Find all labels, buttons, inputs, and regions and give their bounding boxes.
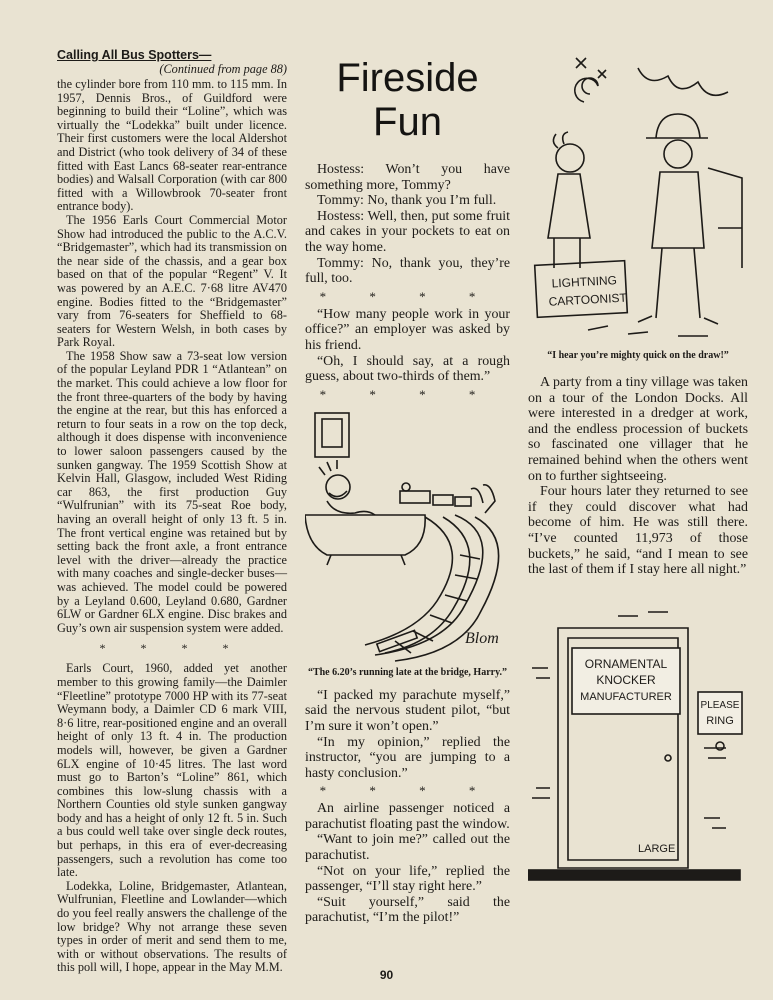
title-line: Fireside [336,56,479,100]
section-divider: * * * * [319,783,496,799]
column-cartoons-story [528,48,748,888]
paragraph: Earls Court, 1960, added yet another member to this growing family—the Daimler “Fleetline” prototype 7000 HP with its 77-seat Weymann body, a Daimler CD 6 mark VIII, 8·6 litre, rear-positioned engine and an overall height of only 13 ft. 4 in. The production models will, however, be given a Gardner 6LX engine of 10·45 litres. The last word must go to Barton’s “Loline” 861, which combines this low-slung chassis with a Northern Counties old style sunken gangway body and has a height of only 12 ft. 5 in. Such a bus could well take over single deck routes, but perhaps, in this era of ever-decreasing passengers, such a revolution has come too late. [57,661,287,880]
story-paragraph: Four hours later they returned to see if they could discover what had become of him. He was still there. “I’ve counted 11,973 of those buckets,” he said, “and I mean to see the last of them if I stay here all night.” [528,484,748,578]
cartoon-knocker-door [528,608,748,888]
article-heading: Calling All Bus Spotters— [57,48,212,62]
sign-text: LIGHTNING [551,273,618,291]
bell-sign-text: RING [706,714,734,727]
woman-head-icon [556,144,584,172]
joke-line: “Want to join me?” called out the parachutist. [305,832,510,864]
door-step [528,870,740,880]
cartoon-signature: LARGE [638,842,676,855]
paragraph: the cylinder bore from 110 mm. to 115 mm. In 1957, Dennis Bros., of Guildford were beginning to build their “Loline”, which was virtually the “Lodekka” built under licence. Their first customers were the local Aldershot and District (who took delivery of 34 of these fitted with East Lancs 68-seater rear-entrance bodies) and Walsall Corporation (with car 800 fitted with a Willowbrook 70-seater front entrance body). [57,77,287,214]
paragraph: The 1956 Earls Court Commercial Motor Show had introduced the public to the A.C.V. “Bridgemaster”, which had its transmission on the near side of the chassis, and a gear box based on that of the popular “Regent” V. It was powered by an A.E.C. 7·68 litre AV470 engine. Bodies fitted to the “Bridgemaster” vary from 76-seaters for Sheffield to 68-seaters for Western Welsh, in both cases by Park Royal. [57,212,287,350]
door-sign-text: MANUFACTURER [580,690,672,703]
cartoon-lightning-cartoonist [528,48,748,348]
joke-line: Hostess: Won’t you have something more, Tommy? [305,162,510,193]
column-bus-spotters [57,48,287,975]
please-ring-sign [698,692,742,734]
section-divider: * * * * [99,641,245,656]
cartoon-bathtub-train [305,405,510,665]
joke-line: “Oh, I should say, at a rough guess, about two-thirds of them.” [305,353,510,385]
bell-sign-text: PLEASE [700,699,740,711]
title-line: Fun [373,100,442,144]
cartoon-signature: Blom [465,629,499,647]
section-divider: * * * * [319,386,496,402]
page-number: 90 [379,968,394,982]
continued-note: (Continued from page 88) [159,62,287,76]
joke-line: An airline passenger noticed a parachutist floating past the window. [305,801,510,832]
joke-line: “How many people work in your office?” an employer was asked by his friend. [305,306,510,353]
cartoon-caption: “I hear you’re mighty quick on the draw!” [547,350,729,361]
cartoon-caption: “The 6.20’s running late at the bridge, Harry.” [307,666,508,678]
joke-line: “I packed my parachute myself,” said the nervous student pilot, “but I’m sure it won’t open.” [305,687,510,734]
cowboy-hat-icon [646,114,708,138]
joke-line: “Not on your life,” replied the passenger, “I’ll stay right here.” [305,863,510,895]
joke-line: Tommy: No, thank you, they’re full, too. [305,255,510,287]
joke-line: “Suit yourself,” said the parachutist, “I’m the pilot!” [305,894,510,926]
section-divider: * * * * [319,288,496,304]
paragraph: The 1958 Show saw a 73-seat low version of the popular Leyland PDR 1 “Atlantean” on the market. This could achieve a low floor for the front three-quarters of the body by having the engine at the rear, but this has enforced a return to four seats in a row on the top deck, although it does dispense with inconvenience to lower saloon passengers caused by the sunken gangway. The 1959 Scottish Show at Kelvin Hall, Glasgow, included West Riding car 863, the first production Guy “Wulfrunian” with its 75-seat Roe body, having an overall height of only 13 ft. 5 in. The front vertical engine was retained but by setting back the front axle, a front entrance level with the driver—already the practice with many coaches and single-decker buses—was achieved. The model could be powered by a Leyland 0.600, Leyland 0.680, Gardner 6LW or Gardner 6LX engine. Disc brakes and Guy’s own air suspension system were added. [57,348,287,635]
door-sign-text: KNOCKER [596,672,656,687]
bathtub-icon [305,515,425,555]
page-title [305,56,510,144]
paragraph: Lodekka, Loline, Bridgemaster, Atlantean, Wulfrunian, Fleetline and Lowlander—which do you feel really answers the challenge of the low bridge? Why not arrange these seven types in order of merit and send them to me, with or without observations. The results of this poll will, I hope, appear in the May M.M. [57,878,287,975]
joke-line: Hostess: Well, then, put some fruit and cakes in your pockets to eat on the way home. [305,208,510,255]
lightning-cartoonist-sign [535,261,628,318]
train-engine-icon [400,491,430,503]
sign-text: CARTOONIST [548,290,628,309]
spiral-icon [575,78,598,102]
joke-line: “In my opinion,” replied the instructor, “you are jumping to a hasty conclusion.” [305,734,510,781]
joke-line: Tommy: No, thank you I’m full. [317,193,497,209]
man-head-icon [326,475,350,499]
column-fireside-fun [305,48,510,926]
door-sign-text: ORNAMENTAL [584,656,668,671]
story-paragraph: A party from a tiny village was taken on a tour of the London Docks. All were interested in a dredger at work, and the endless procession of buckets so fascinated one villager that he remained behind when the others went on to further sightseeing. [528,375,748,484]
